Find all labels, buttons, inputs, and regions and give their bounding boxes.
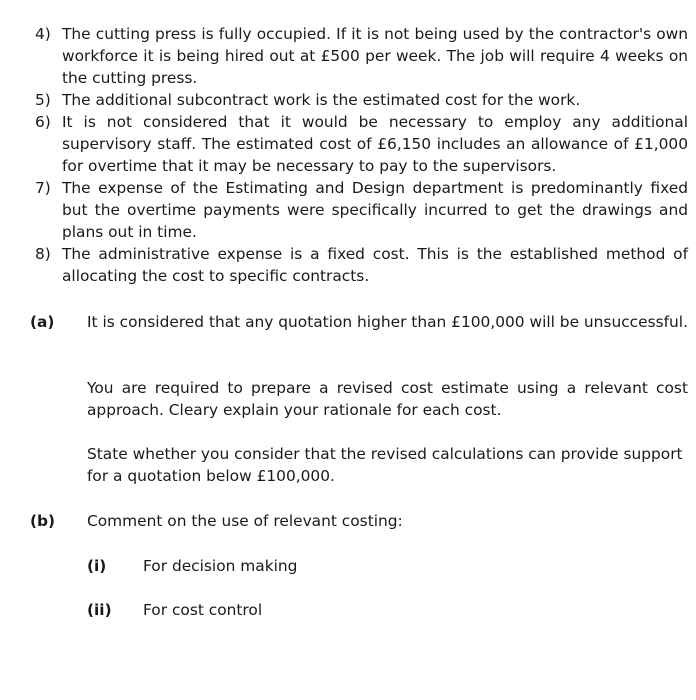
subpart-i-label: (i) [87,557,107,575]
part-b-label: (b) [30,512,56,530]
note-4 [35,23,688,89]
note-number: 8) [35,245,51,263]
part-a-paragraph-3: State whether you consider that the revised calculations can provide support for a quotation below £100,000. [87,445,683,485]
subpart-ii-label: (ii) [87,601,112,619]
note-text: The additional subcontract work is the estimated cost for the work. [62,91,581,109]
note-number: 4) [35,25,51,43]
note-text: It is not considered that it would be necessary to employ any additional supervisory staff. The estimated cost of £6,150 includes an allowance of £1,000 for overtime that it may be necessary to pay to the supervisors. [62,113,688,175]
note-text: The administrative expense is a fixed cost. This is the established method of allocating the cost to specific contracts. [62,245,688,285]
note-7 [35,177,688,243]
note-text: The expense of the Estimating and Design department is predominantly fixed but the overtime payments were specifically incurred to get the drawings and plans out in time. [62,179,688,241]
note-number: 7) [35,179,51,197]
part-a-label: (a) [30,313,55,331]
note-number: 6) [35,113,51,131]
part-a-paragraph-1: It is considered that any quotation higher than £100,000 will be unsuccessful. [87,313,688,331]
note-6 [35,111,688,177]
subpart-i-text: For decision making [143,557,298,575]
note-5 [35,89,688,111]
note-number: 5) [35,91,51,109]
note-8 [35,243,688,287]
part-b-text: Comment on the use of relevant costing: [87,512,403,530]
part-a-paragraph-2: You are required to prepare a revised cost estimate using a relevant cost approach. Cleary explain your rationale for each cost. [87,379,688,419]
note-text: The cutting press is fully occupied. If it is not being used by the contractor's own workforce it is being hired out at £500 per week. The job will require 4 weeks on the cutting press. [62,25,688,87]
subpart-ii-text: For cost control [143,601,263,619]
